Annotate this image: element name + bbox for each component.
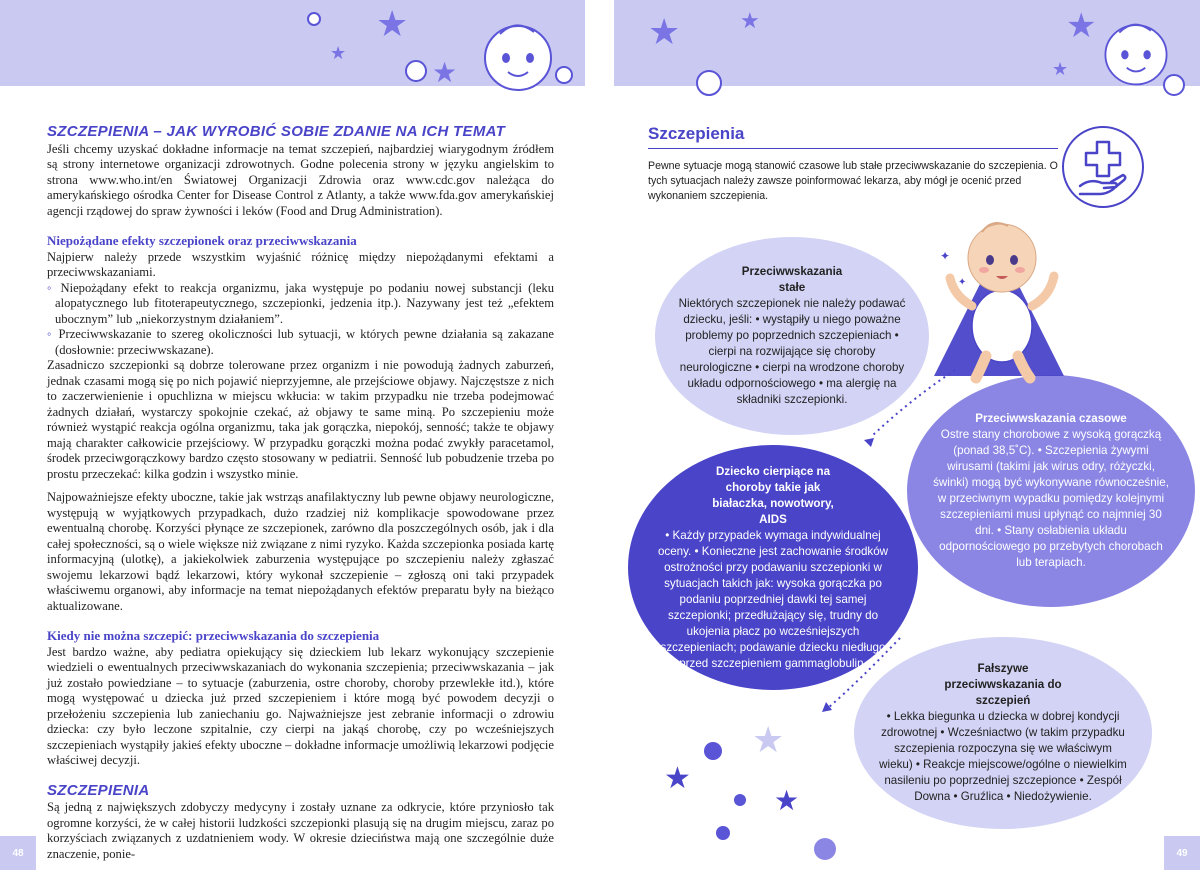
paragraph: Najpierw należy przede wszystkim wyjaśnić różnicę między niepożądanymi efektami a przeciwwskazaniami. xyxy=(47,249,554,279)
title-divider xyxy=(648,148,1058,149)
box-title: Fałszywe przeciwwskazania do szczepień xyxy=(944,662,1062,707)
box-sick-child xyxy=(628,445,918,690)
heading-vaccines-opinion: SZCZEPIENIA – JAK WYROBIĆ SOBIE ZDANIE NA ICH TEMAT xyxy=(47,123,506,140)
list-item: ◦ Przeciwwskazanie to szereg okoliczności lub sytuacji, w których pewne działania są zakazane (dosłownie: przeciwwskazane). xyxy=(47,327,554,358)
star-icon: ★ xyxy=(376,4,409,44)
star-icon: ✦ xyxy=(940,249,951,263)
paragraph: Są jedną z największych zdobyczy medycyny i zostały uznane za odkrycie, które przyniosło tak ogromne korzyści, że w całej historii ludzkości szczepionki plasują się na drugim miejscu, zaraz po korzyściach związanych z uzdatnieniem wody. W okresie dzieciństwa mają one szczególnie duże znaczenie, ponie- xyxy=(47,800,554,861)
box-text: • Każdy przypadek wymaga indywidualnej oceny. • Konieczne jest zachowanie środków ostrożności przy podawaniu szczepionki w sytuacjach takich jak: wysoka gorączka po podaniu poprzedniej dawki tej samej szczepionki; przedłużający się, trudny do ukojenia płacz po wcześniejszych szczepieniach; podawanie dziecku niedługo przed szczepieniem gammaglobulin. xyxy=(657,528,889,670)
baby-illustration xyxy=(924,206,1074,386)
box-title: Przeciwwskazania czasowe xyxy=(975,412,1127,425)
star-icon: ★ xyxy=(330,43,347,63)
star-icon: ✦ xyxy=(958,277,967,288)
star-icon: ★ xyxy=(740,8,760,33)
box-false-contraindications xyxy=(854,637,1152,829)
paragraph: Najpoważniejsze efekty uboczne, takie jak wstrząs anafilaktyczny lub pewne objawy neurologiczne, występują w wyjątkowych przypadkach, dużo rzadziej niż komplikacje spowodowane przez ewentualną chorobę. Korzyści płynące ze szczepionek, zarówno dla poszczególnych osób, jak i dla całej społeczności, są o wiele większe niż związane z nimi ryzyko. Każda szczepionka posiada kartę informacyjną (ulotkę), a jakiekolwiek zaburzenia występujące po szczepieniu należy zgłaszać swojemu lekarzowi bądź lekarzowi, który wykonał szczepienie – zgłoszą oni taki przypadek właściwemu organowi, aby informacje na temat niepożądanych efektów preparatu były na bieżąco aktualizowane. xyxy=(47,490,554,613)
box-title: Dziecko cierpiące na choroby takie jak białaczka, nowotwory, AIDS xyxy=(712,464,834,526)
star-icon: ★ xyxy=(432,58,458,89)
bubble-icon xyxy=(734,794,746,806)
star-icon: ★ xyxy=(1066,8,1097,45)
box-title: Przeciwwskazania stałe xyxy=(741,265,843,294)
baby-face-icon xyxy=(478,14,558,96)
list-item: ◦ Niepożądany efekt to reakcja organizmu, jaka występuje po podaniu nowej substancji (leku alopatycznego lub fitoterapeutycznego, szczepionki, jedzenia itp.). Nazywany jest też „efektem ubocznym” lub „niekorzystnym działaniem”. xyxy=(47,281,554,328)
star-icon: ★ xyxy=(1052,59,1069,79)
bubble-icon xyxy=(307,12,321,26)
box-temporary-contraindications xyxy=(907,375,1195,607)
cross-hand-icon xyxy=(1062,126,1144,208)
left-page-content xyxy=(47,124,554,862)
bubble-icon xyxy=(814,838,836,860)
star-icon: ★ xyxy=(752,720,785,760)
bubble-icon xyxy=(704,742,722,760)
bubble-icon xyxy=(405,60,427,82)
bubble-icon xyxy=(696,70,722,96)
page-number-right: 49 xyxy=(1164,836,1200,870)
box-text: • Lekka biegunka u dziecka w dobrej kondycji zdrowotnej • Wcześniactwo (w takim przypadku szczepienia rozpoczyna się we właściwym wieku) • Reakcje miejscowe/ogólne o niewielkim nasileniu po poprzedniej szczepionce • Zespół Downa • Gruźlica • Niedożywienie. xyxy=(879,710,1127,803)
paragraph: Jest bardzo ważne, aby pediatra opiekujący się dzieckiem lub lekarz wykonujący szczepienie wiedzieli o ewentualnych przeciwwskazaniach do wykonania szczepienia; przeciwwskazania – jak już zostało powiedziane – to sytuacje (zaburzenia, ostre choroby, choroby przewlekłe itd.), które mogą występować u dziecka już przed szczepieniem i które mogą być powodem decyzji o przełożeniu szczepienia lub zaniechaniu go. Najważniejsze jest zebranie informacji o zdrowiu dziecka: czy było leczone szpitalnie, czy cierpi na jakąś chorobę, czy po wcześniejszych szczepieniach wystąpiły jakieś efekty uboczne – dokładne informacje umożliwią lekarzowi podjęcie właściwej decyzji. xyxy=(47,644,554,767)
page-gutter xyxy=(585,0,614,870)
box-permanent-contraindications xyxy=(655,237,929,435)
heading-vaccines: SZCZEPIENIA xyxy=(47,781,150,799)
heading-contraindications: Kiedy nie można szczepić: przeciwwskazania do szczepienia xyxy=(47,628,380,643)
paragraph: Zasadniczo szczepionki są dobrze tolerowane przez organizm i nie powodują żadnych zaburzeń, jednak czasami mogą się po nich pojawić nieprzyjemne, ale przejściowe objawy. Najczęstsze z nich to zaczerwienienie i opuchlizna w miejscu wkłucia: w takim przypadku nie trzeba podejmować żadnych działań, wystarczy spokojnie czekać, aż objawy te same miną. Po szczepieniu może również wystąpić reakcja ogólna organizmu, taka jak gorączka, niepokój, senność; także te objawy mają charakter całkowicie przejściowy. W przypadku gorączki można podać zwykły paracetamol, środek przeciwgorączkowy bardzo często stosowany w pediatrii. Senność lub pobudzenie trzeba po prostu przeczekać: kilka godzin i wszystko minie. xyxy=(47,358,554,481)
box-text: Niektórych szczepionek nie należy podawać dziecku, jeśli: • wystąpiły u niego poważne problemy po poprzednich szczepieniach • cierpi na rozwijające się choroby neurologiczne • cierpi na wrodzone choroby układu odpornościowego • ma alergię na składniki szczepionki. xyxy=(678,297,906,406)
intro-text: Pewne sytuacje mogą stanowić czasowe lub stałe przeciwwskazanie do szczepienia. O tych sytuacjach należy zawsze poinformować lekarza, aby mógł je ocenić przed wykonaniem szczepienia. xyxy=(648,160,1058,202)
star-icon: ★ xyxy=(648,12,681,52)
page-title: Szczepienia xyxy=(648,124,745,143)
page-number-left: 48 xyxy=(0,836,36,870)
box-text: Ostre stany chorobowe z wysoką gorączką (ponad 38,5˚C). • Szczepienia żywymi wirusami (takimi jak wirus odry, różyczki, świnki) mogą być wykonywane równocześnie, w przeciwnym wypadku pomiędzy kolejnymi szczepieniami musi upłynąć co najmniej 30 dni. • Stany osłabienia układu odpornościowego po przebytych chorobach lub terapiach. xyxy=(933,428,1169,569)
star-icon: ★ xyxy=(664,762,691,795)
star-icon: ★ xyxy=(774,786,800,817)
heading-side-effects: Niepożądane efekty szczepionek oraz przeciwwskazania xyxy=(47,233,357,248)
baby-face-icon xyxy=(1098,14,1174,90)
paragraph: Jeśli chcemy uzyskać dokładne informacje na temat szczepień, najbardziej wiarygodnym źródłem są strony internetowe organizacji zdrowotnych. Godne polecenia strony w języku angielskim to strona www.who.int/en Światowej Organizacji Zdrowia oraz www.cdc.gov należąca do amerykańskiego ośrodka Center for Disease Control z Atlanty, a także www.fda.gov amerykańskiej agencji rządowej do spraw żywności i leków (Food and Drug Administration). xyxy=(47,141,554,218)
bubble-icon xyxy=(716,826,730,840)
